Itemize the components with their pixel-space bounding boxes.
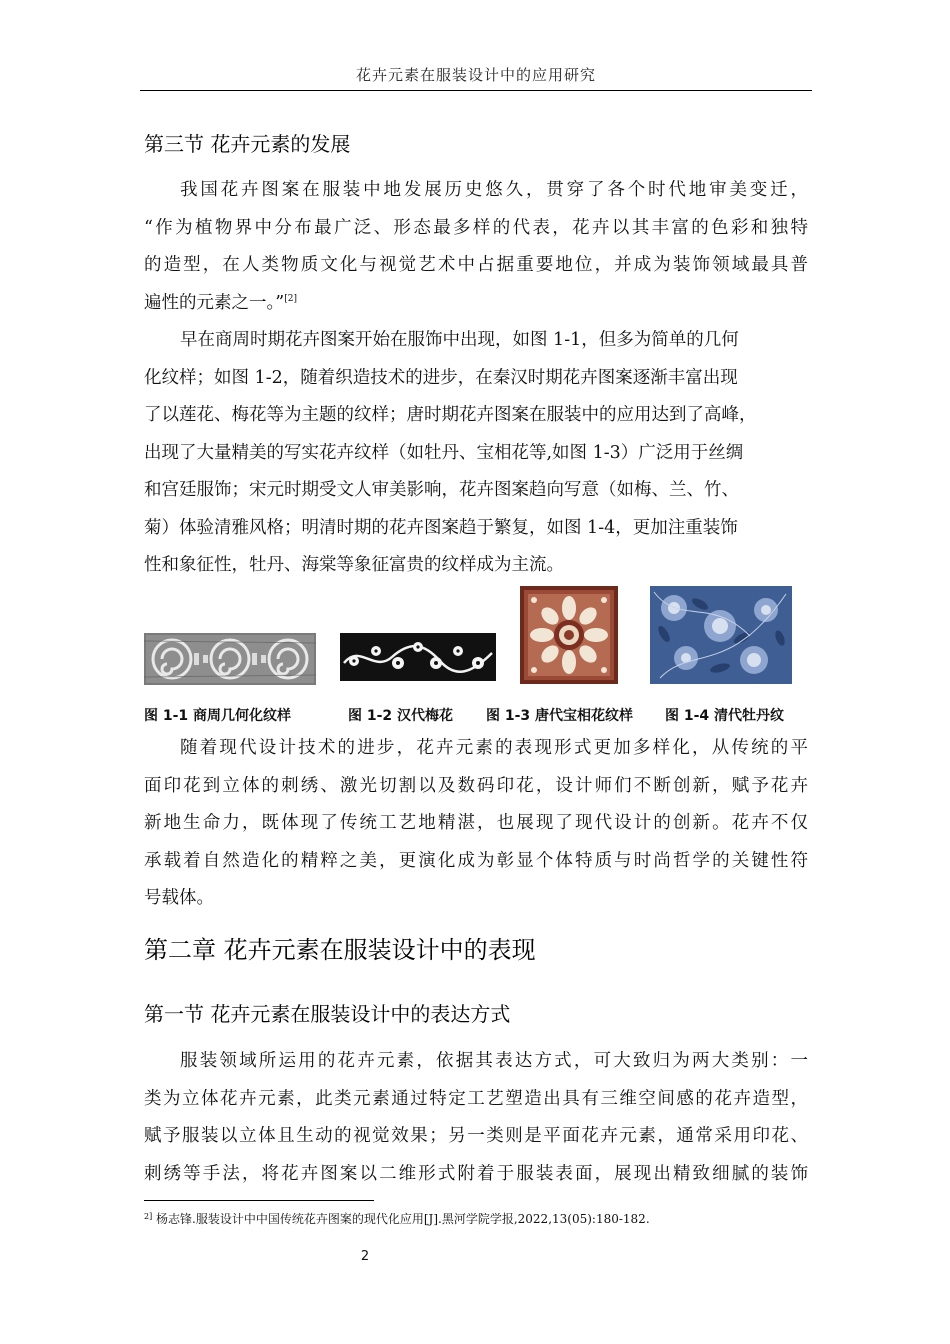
paragraph <box>144 730 808 918</box>
footnote <box>144 1210 650 1227</box>
paragraph-line: 出现了大量精美的写实花卉纹样（如牡丹、宝相花等,如图 1-3）广泛用于丝绸 <box>144 442 744 463</box>
paragraph <box>144 1043 808 1193</box>
figure-1-3-caption: 图 1-3 唐代宝相花纹样 <box>486 708 634 724</box>
figure-1-2-caption: 图 1-2 汉代梅花 <box>348 708 454 724</box>
section-heading: 第一节 花卉元素在服装设计中的表达方式 <box>144 1002 511 1026</box>
figure-1-2-image <box>340 633 496 681</box>
figure-captions <box>144 705 808 727</box>
figure-1-1-caption: 图 1-1 商周几何化纹样 <box>144 708 292 724</box>
paragraph <box>144 172 808 322</box>
running-header: 花卉元素在服装设计中的应用研究 <box>355 66 596 84</box>
paragraph-line: 性和象征性，牡丹、海棠等象征富贵的纹样成为主流。 <box>144 555 564 575</box>
paragraph-line: 类为立体花卉元素，此类元素通过特定工艺塑造出具有三维空间感的花卉造型， <box>144 1088 808 1109</box>
paragraph <box>144 322 808 585</box>
figure-1-3-image <box>520 586 618 684</box>
paragraph-line: 面印花到立体的刺绣、激光切割以及数码印花，设计师们不断创新，赋予花卉 <box>144 775 808 796</box>
footnote-rule <box>144 1200 374 1201</box>
section-heading: 第三节 花卉元素的发展 <box>144 132 351 156</box>
paragraph-line <box>144 285 808 323</box>
paragraph-line: 随着现代设计技术的进步，花卉元素的表现形式更加多样化，从传统的平 <box>180 738 808 758</box>
header-rule <box>140 90 812 91</box>
paragraph-text: 遍性的元素之一。” <box>144 292 285 313</box>
paragraph-line: 号载体。 <box>144 888 214 908</box>
paragraph-line: 了以莲花、梅花等为主题的纹样；唐时期花卉图案在服装中的应用达到了高峰， <box>144 405 757 425</box>
paragraph-line: 承载着自然造化的精粹之美，更演化成为彰显个体特质与时尚哲学的关键性符 <box>144 850 808 871</box>
paragraph-line: 服装领域所运用的花卉元素，依据其表达方式，可大致归为两大类别：一 <box>180 1051 808 1071</box>
paragraph-line: 化纹样；如图 1-2，随着织造技术的进步，在秦汉时期花卉图案逐渐丰富出现 <box>144 367 738 388</box>
paragraph-line: 刺绣等手法，将花卉图案以二维形式附着于服装表面，展现出精致细腻的装饰 <box>144 1163 808 1184</box>
paragraph-line: “作为植物界中分布最广泛、形态最多样的代表，花卉以其丰富的色彩和独特 <box>144 217 808 238</box>
figure-1-1-image <box>144 633 316 685</box>
paragraph-line: 新地生命力，既体现了传统工艺地精湛，也展现了现代设计的创新。花卉不仅 <box>144 813 808 833</box>
figure-1-4-image <box>650 586 792 684</box>
footnote-marker: 2] <box>144 1212 153 1221</box>
page-number: 2 <box>360 1249 370 1264</box>
citation-marker: [2] <box>284 293 297 304</box>
paragraph-line: 菊）体验清雅风格；明清时期的花卉图案趋于繁复，如图 1-4，更加注重装饰 <box>144 517 738 538</box>
paragraph-line: 和宫廷服饰；宋元时期受文人审美影响，花卉图案趋向写意（如梅、兰、竹、 <box>144 480 739 500</box>
paragraph-line: 早在商周时期花卉图案开始在服饰中出现，如图 1-1，但多为简单的几何 <box>180 330 739 350</box>
chapter-heading: 第二章 花卉元素在服装设计中的表现 <box>144 936 536 964</box>
figure-1-4-caption: 图 1-4 清代牡丹纹 <box>665 708 785 724</box>
footnote-text: 杨志锋.服装设计中中国传统花卉图案的现代化应用[J].黑河学院学报,2022,13(05):180-182. <box>152 1212 650 1226</box>
paragraph-line: 赋予服装以立体且生动的视觉效果；另一类则是平面花卉元素，通常采用印花、 <box>144 1126 808 1146</box>
paragraph-line: 的造型，在人类物质文化与视觉艺术中占据重要地位，并成为装饰领域最具普 <box>144 255 808 275</box>
paragraph-line: 我国花卉图案在服装中地发展历史悠久，贯穿了各个时代地审美变迁， <box>180 180 808 200</box>
